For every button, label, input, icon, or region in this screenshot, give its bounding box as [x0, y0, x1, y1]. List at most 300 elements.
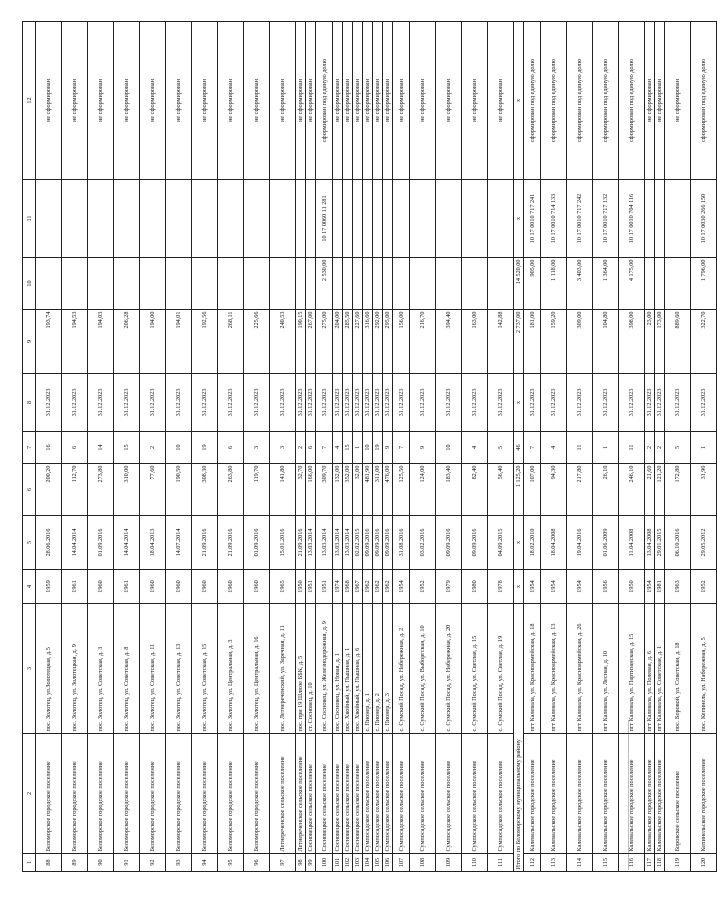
column-number: 7: [23, 432, 36, 464]
table-cell: 192,56: [192, 310, 218, 374]
table-cell: 398,00: [619, 310, 645, 374]
table-cell: [645, 180, 655, 258]
table-cell: Беломорское городское поселение: [114, 734, 140, 854]
table-cell: [36, 180, 62, 258]
table-cell: 1 118,00: [541, 258, 567, 310]
table-cell: не сформирован: [333, 22, 343, 180]
table-cell: 14.07.2014: [166, 516, 192, 570]
housing-table: [22, 21, 717, 872]
table-cell: пгт Калевала, ул. Красноармейская, д. 18: [524, 604, 541, 734]
table-cell: пос. Золотец, ул. Центральная, д. 3: [218, 604, 244, 734]
table-cell: 102: [343, 854, 353, 872]
table-cell: 31.12.2023: [645, 374, 655, 432]
table-cell: Беломорское городское поселение: [166, 734, 192, 854]
table-cell: сформирован под единую долю: [567, 22, 593, 180]
table-cell: 96: [244, 854, 270, 872]
table-cell: [645, 258, 655, 310]
table-cell: пос. Сосновец, ул. Новая, д. 1: [333, 604, 343, 734]
table-cell: 2: [655, 432, 665, 464]
table-cell: 119: [665, 854, 691, 872]
table-cell: 56,40: [488, 464, 514, 516]
table-cell: 92: [140, 854, 166, 872]
table-cell: Летнереченское сельское поселение: [270, 734, 296, 854]
table-cell: сформирован под единую долю: [691, 22, 717, 180]
table-row: [619, 22, 645, 872]
table-cell: 14: [88, 432, 114, 464]
table-cell: Калевальское городское поселение: [655, 734, 665, 854]
table-cell: пгт Калевала, ул. Красноармейская, д. 26: [567, 604, 593, 734]
table-cell: 1980: [462, 570, 488, 604]
table-cell: 1960: [218, 570, 244, 604]
table-cell: Кепинельское городское поселение: [691, 734, 717, 854]
table-cell: 3: [244, 432, 270, 464]
table-cell: 6: [218, 432, 244, 464]
table-cell: пос. Золотец, ул. Советская, д. 8: [114, 604, 140, 734]
table-cell: 31.12.2023: [244, 374, 270, 432]
table-cell: 98: [296, 854, 306, 872]
table-row: [655, 22, 665, 872]
table-cell: 112: [524, 854, 541, 872]
table-cell: 32,00: [353, 464, 363, 516]
table-cell: не сформирован: [218, 22, 244, 180]
table-cell: 16: [36, 432, 62, 464]
table-cell: 31.12.2023: [488, 374, 514, 432]
table-cell: Беломорское городское поселение: [140, 734, 166, 854]
table-cell: 216,70: [410, 310, 436, 374]
table-cell: Сосновецкое сельское поселение: [306, 734, 316, 854]
table-cell: [462, 180, 488, 258]
table-row: [373, 22, 383, 872]
table-cell: с. Сумский Посад, ул. Выборгская, д. 10: [410, 604, 436, 734]
table-cell: Боровское сельское поселение: [665, 734, 691, 854]
table-cell: 1968: [343, 570, 353, 604]
table-cell: с. Сумский Посад, ул. Набережная, д. 2: [393, 604, 410, 734]
table-cell: Сумпосадское сельское поселение: [462, 734, 488, 854]
table-cell: 2: [296, 432, 306, 464]
column-number: 9: [23, 310, 36, 374]
table-cell: Сосновецкое сельское поселение: [353, 734, 363, 854]
table-cell: 309,00: [567, 310, 593, 374]
table-cell: 31.12.2023: [140, 374, 166, 432]
table-cell: [343, 180, 353, 258]
table-row: [541, 22, 567, 872]
table-cell: [665, 180, 691, 258]
table-cell: [140, 258, 166, 310]
table-cell: 19.04.2016: [567, 516, 593, 570]
table-cell: 159,20: [541, 310, 567, 374]
table-cell: сформирован под единую долю: [593, 22, 619, 180]
table-cell: 1960: [244, 570, 270, 604]
table-cell: 481,90: [363, 464, 373, 516]
table-row: [36, 22, 62, 872]
table-cell: 31.12.2023: [619, 374, 645, 432]
table-cell: 2: [140, 432, 166, 464]
table-cell: 1961: [62, 570, 88, 604]
table-cell: [393, 258, 410, 310]
table-cell: 194,53: [62, 310, 88, 374]
table-cell: [462, 258, 488, 310]
table-cell: с. Сумский Посад, ул. Светлая, д. 19: [488, 604, 514, 734]
table-cell: сформирован под единую долю: [541, 22, 567, 180]
total-cell: x: [514, 180, 524, 258]
table-cell: 10 17 0010 717 242: [567, 180, 593, 258]
table-cell: Сумпосадское сельское поселение: [373, 734, 383, 854]
table-cell: 18.04.2008: [541, 516, 567, 570]
table-row: [270, 22, 296, 872]
table-cell: 31.12.2023: [567, 374, 593, 432]
table-cell: 1981: [655, 570, 665, 604]
table-cell: Сумпосадское сельское поселение: [488, 734, 514, 854]
table-cell: 6: [306, 432, 316, 464]
table-cell: 01.06.2009: [593, 516, 619, 570]
table-cell: пос. при 19 Шлюзе ББК, д. 5: [296, 604, 306, 734]
table-cell: 4: [333, 432, 343, 464]
table-cell: 11.04.2008: [619, 516, 645, 570]
table-row: [316, 22, 333, 872]
column-number: 3: [23, 604, 36, 734]
table-cell: 108: [410, 854, 436, 872]
total-cell: x: [514, 570, 524, 604]
table-cell: 31.12.2023: [36, 374, 62, 432]
table-cell: 09.09.2016: [462, 516, 488, 570]
table-cell: 1960: [166, 570, 192, 604]
table-cell: 1950: [619, 570, 645, 604]
table-cell: [436, 180, 462, 258]
table-cell: 156,00: [393, 310, 410, 374]
table-row: [166, 22, 192, 872]
table-row: [567, 22, 593, 872]
table-cell: 09.09.2016: [363, 516, 373, 570]
table-cell: 166,00: [306, 464, 316, 516]
table-cell: [296, 180, 306, 258]
table-cell: пгт Калевала, ул. Лесная, д. 10: [593, 604, 619, 734]
table-cell: 1961: [114, 570, 140, 604]
table-cell: 295,00: [383, 310, 393, 374]
table-cell: 10 17 0010 717 241: [524, 180, 541, 258]
table-row: [333, 22, 343, 872]
table-cell: 107: [393, 854, 410, 872]
table-cell: 7: [524, 432, 541, 464]
table-cell: 114: [567, 854, 593, 872]
table-cell: не сформирован: [114, 22, 140, 180]
table-cell: 90: [88, 854, 114, 872]
table-cell: 141,80: [270, 464, 296, 516]
table-cell: 31.12.2023: [410, 374, 436, 432]
table-cell: 31.08.2016: [393, 516, 410, 570]
table-cell: [166, 258, 192, 310]
table-cell: 116: [619, 854, 645, 872]
table-cell: 19: [373, 432, 383, 464]
table-cell: [353, 180, 363, 258]
table-cell: 1954: [524, 570, 541, 604]
table-cell: 173,00: [655, 310, 665, 374]
table-cell: 1965: [270, 570, 296, 604]
table-cell: 322,70: [691, 310, 717, 374]
table-cell: 09.09.2016: [383, 516, 393, 570]
table-row: [296, 22, 306, 872]
table-cell: [333, 180, 343, 258]
table-cell: 3: [270, 432, 296, 464]
table-cell: 193,74: [36, 310, 62, 374]
table-cell: 104,80: [593, 310, 619, 374]
table-row: [353, 22, 363, 872]
table-row: [363, 22, 373, 872]
table-cell: 31.12.2023: [655, 374, 665, 432]
table-cell: 1: [691, 432, 717, 464]
table-cell: 194,00: [140, 310, 166, 374]
table-cell: Сосновецкое сельское поселение: [316, 734, 333, 854]
table-cell: пос. Золотец, ул. Советская, д. 13: [166, 604, 192, 734]
table-cell: 285,50: [343, 310, 353, 374]
table-cell: 190,15: [296, 310, 306, 374]
table-cell: 172,80: [665, 464, 691, 516]
table-cell: 113: [541, 854, 567, 872]
column-number: 1: [23, 854, 36, 872]
table-cell: 111: [488, 854, 514, 872]
table-cell: Сумпосадское сельское поселение: [393, 734, 410, 854]
total-cell: 1 125,20: [514, 464, 524, 516]
table-cell: 106: [383, 854, 393, 872]
table-cell: 11: [619, 432, 645, 464]
table-cell: 163,00: [462, 310, 488, 374]
table-cell: 1954: [645, 570, 655, 604]
table-cell: 1952: [691, 570, 717, 604]
table-cell: 31,90: [691, 464, 717, 516]
table-cell: Калевальское городское поселение: [524, 734, 541, 854]
table-cell: 14.04.2014: [62, 516, 88, 570]
table-cell: 77,60: [140, 464, 166, 516]
table-cell: 31.12.2023: [436, 374, 462, 432]
table-cell: 2: [645, 432, 655, 464]
table-cell: 31.12.2023: [524, 374, 541, 432]
table-cell: Сумпосадское сельское поселение: [436, 734, 462, 854]
table-cell: 103: [353, 854, 363, 872]
table-cell: 10 17 0010 717 132: [593, 180, 619, 258]
table-cell: 190,50: [166, 464, 192, 516]
table-cell: ст. Сосновец, д. 10: [306, 604, 316, 734]
table-cell: с. Сумский Посад, ул. Набережная, д. 20: [436, 604, 462, 734]
table-cell: не сформирован: [192, 22, 218, 180]
table-cell: 02.02.2015: [353, 516, 363, 570]
table-cell: 21,60: [645, 464, 655, 516]
table-cell: [114, 180, 140, 258]
table-cell: 31.12.2023: [343, 374, 353, 432]
table-cell: 06.10.2016: [665, 516, 691, 570]
table-cell: Беломорское городское поселение: [88, 734, 114, 854]
table-cell: 9: [410, 432, 436, 464]
table-cell: 18.04.2013: [140, 516, 166, 570]
table-cell: 31.12.2023: [333, 374, 343, 432]
table-cell: 1962: [383, 570, 393, 604]
table-cell: 09.09.2016: [373, 516, 383, 570]
table-cell: 01.09.2016: [244, 516, 270, 570]
table-cell: 115: [593, 854, 619, 872]
table-cell: 273,80: [88, 464, 114, 516]
table-cell: 316,60: [363, 310, 373, 374]
column-number: 6: [23, 464, 36, 516]
table-cell: с. Пионер, д. 1: [363, 604, 373, 734]
table-cell: 1967: [353, 570, 363, 604]
table-cell: 31.12.2023: [296, 374, 306, 432]
table-cell: 03.02.2016: [410, 516, 436, 570]
table-cell: 240,53: [270, 310, 296, 374]
table-cell: 31.12.2023: [218, 374, 244, 432]
table-row: [244, 22, 270, 872]
table-cell: 124,00: [410, 464, 436, 516]
table-body: [23, 22, 717, 872]
table-cell: [655, 258, 665, 310]
table-cell: 246,10: [619, 464, 645, 516]
table-cell: 11: [567, 432, 593, 464]
table-cell: 100: [316, 854, 333, 872]
table-cell: 15: [114, 432, 140, 464]
table-cell: [218, 258, 244, 310]
table-cell: 95: [218, 854, 244, 872]
table-cell: 142,88: [488, 310, 514, 374]
table-cell: 9: [383, 432, 393, 464]
table-cell: [333, 258, 343, 310]
table-row: [410, 22, 436, 872]
table-cell: сформирован под единую долю: [619, 22, 645, 180]
table-row: [62, 22, 88, 872]
table-cell: 1952: [410, 570, 436, 604]
table-cell: не сформирован: [270, 22, 296, 180]
table-cell: [218, 180, 244, 258]
table-cell: 225,66: [244, 310, 270, 374]
table-row: [114, 22, 140, 872]
table-cell: 1974: [333, 570, 343, 604]
total-cell: 14 520,00: [514, 258, 524, 310]
table-cell: 01.09.2016: [88, 516, 114, 570]
table-cell: не сформирован: [383, 22, 393, 180]
table-cell: пос. Золотец, ул. Советская, д. 11: [140, 604, 166, 734]
table-cell: не сформирован: [166, 22, 192, 180]
table-cell: 99: [306, 854, 316, 872]
table-cell: не сформирован: [343, 22, 353, 180]
table-cell: 19: [192, 432, 218, 464]
table-cell: 905,00: [524, 258, 541, 310]
table-cell: [410, 258, 436, 310]
table-cell: 227,60: [353, 310, 363, 374]
table-cell: 94,30: [541, 464, 567, 516]
table-cell: 121,20: [655, 464, 665, 516]
table-cell: Сумпосадское сельское поселение: [383, 734, 393, 854]
table-cell: 31.12.2023: [88, 374, 114, 432]
table-cell: 91: [114, 854, 140, 872]
column-number: 11: [23, 180, 36, 258]
table-cell: 31.12.2023: [62, 374, 88, 432]
table-cell: не сформирован: [436, 22, 462, 180]
table-cell: пос. Золотец, ул.Золотецкая, д.5: [36, 604, 62, 734]
total-cell: x: [514, 516, 524, 570]
table-cell: 311,00: [373, 464, 383, 516]
table-cell: 31.12.2023: [383, 374, 393, 432]
table-row: [691, 22, 717, 872]
table-cell: 109: [436, 854, 462, 872]
table-cell: пос. Хвойный, ул. Пышная, д. 6: [353, 604, 363, 734]
table-cell: не сформирован: [306, 22, 316, 180]
table-cell: [363, 180, 373, 258]
table-cell: 1960: [140, 570, 166, 604]
table-cell: не сформирован: [655, 22, 665, 180]
table-cell: Беломорское городское поселение: [36, 734, 62, 854]
table-cell: 181,00: [524, 310, 541, 374]
table-cell: не сформирован: [393, 22, 410, 180]
table-row: [192, 22, 218, 872]
table-cell: 110: [462, 854, 488, 872]
table-cell: [270, 258, 296, 310]
table-cell: 31.12.2023: [166, 374, 192, 432]
table-cell: 31.12.2023: [306, 374, 316, 432]
table-cell: пос. Золотец, ул. Золотецкая, д. 9: [62, 604, 88, 734]
table-cell: 14.04.2014: [114, 516, 140, 570]
table-cell: 476,00: [383, 464, 393, 516]
table-cell: 18.02.2010: [524, 516, 541, 570]
table-cell: 1951: [316, 570, 333, 604]
table-cell: 89: [62, 854, 88, 872]
table-cell: не сформирован: [665, 22, 691, 180]
column-number: 2: [23, 734, 36, 854]
total-cell: x: [514, 374, 524, 432]
table-row: [383, 22, 393, 872]
table-row: [462, 22, 488, 872]
table-cell: 31.12.2023: [353, 374, 363, 432]
table-cell: 1954: [567, 570, 593, 604]
table-cell: [244, 180, 270, 258]
table-cell: 21.09.2016: [218, 516, 244, 570]
table-cell: Сумпосадское сельское поселение: [410, 734, 436, 854]
table-cell: [306, 180, 316, 258]
table-cell: 31.12.2023: [114, 374, 140, 432]
table-cell: 217,80: [567, 464, 593, 516]
table-cell: 7: [316, 432, 333, 464]
table-cell: 1950: [296, 570, 306, 604]
table-cell: [665, 258, 691, 310]
table-cell: 82,40: [462, 464, 488, 516]
table-cell: 31.12.2023: [192, 374, 218, 432]
total-cell: x: [514, 22, 524, 180]
table-cell: [373, 258, 383, 310]
table-cell: 13.03.2014: [343, 516, 353, 570]
table-cell: сформирован под единую долю: [524, 22, 541, 180]
table-cell: 6: [62, 432, 88, 464]
table-cell: Калевальское городское поселение: [567, 734, 593, 854]
table-cell: не сформирован: [62, 22, 88, 180]
table-cell: 394,40: [436, 310, 462, 374]
table-cell: [88, 258, 114, 310]
table-cell: пос. Хвойный, ул. Пышная, д. 1: [343, 604, 353, 734]
table-cell: 1956: [593, 570, 619, 604]
table-cell: [363, 258, 373, 310]
table-cell: Беломорское городское поселение: [244, 734, 270, 854]
table-row: [140, 22, 166, 872]
table-cell: 2 530,00: [316, 258, 333, 310]
table-cell: [655, 180, 665, 258]
table-cell: 310,00: [114, 464, 140, 516]
table-cell: 200,20: [36, 464, 62, 516]
table-cell: 263,80: [218, 464, 244, 516]
table-cell: сформирован под единую долю: [316, 22, 333, 180]
column-number: 8: [23, 374, 36, 432]
table-cell: 267,00: [306, 310, 316, 374]
table-cell: 125,50: [393, 464, 410, 516]
total-cell: 46: [514, 432, 524, 464]
total-row: [514, 22, 524, 872]
table-cell: 4: [541, 432, 567, 464]
table-cell: 1954: [393, 570, 410, 604]
table-cell: 10: [363, 432, 373, 464]
table-cell: [383, 258, 393, 310]
